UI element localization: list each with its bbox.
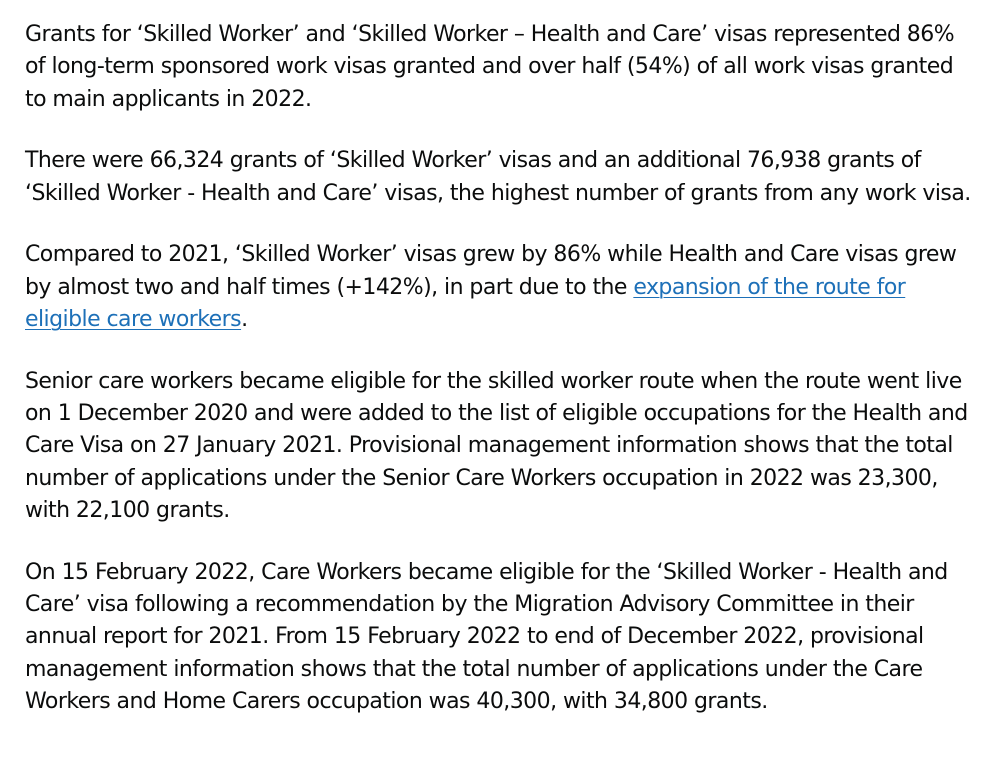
care-worker-expansion-link[interactable]: expansion of the route for eligible care workers [25, 274, 906, 333]
paragraph-work-visa-share: Grants for ‘Skilled Worker’ and ‘Skilled Worker – Health and Care’ visas represented 86% of long-term sponsored work visas granted and over half (54%) of all work visas granted to main applicants in 2022. [25, 22, 955, 112]
paragraph-care-workers: On 15 February 2022, Care Workers became eligible for the ‘Skilled Worker - Health and Care’ visa following a recommendation by the Migration Advisory Committee in their annual report for 2021. From 15 February 2022 to end of December 2022, provisional management information shows that the total number of applications under the Care Workers and Home Carers occupation was 40,300, with 34,800 grants. [25, 559, 948, 715]
paragraph-visa-growth-text: Compared to 2021, ‘Skilled Worker’ visas grew by 86% while Health and Care visas grew by almost two and half times (+142%), in part due to the [25, 242, 957, 300]
paragraph-skilled-worker-grants: There were 66,324 grants of ‘Skilled Worker’ visas and an additional 76,938 grants of ‘Skilled Worker - Health and Care’ visas, the highest number of grants from any work visa. [25, 148, 971, 206]
paragraph-visa-growth-period: . [241, 307, 248, 333]
paragraph-senior-care-workers: Senior care workers became eligible for the skilled worker route when the route went live on 1 December 2020 and were added to the list of eligible occupations for the Health and Care Visa on 27 January 2021. Provisional management information shows that the total number of applications under the Senior Care Workers occupation in 2022 was 23,300, with 22,100 grants. [25, 368, 968, 524]
paragraph-visa-growth [25, 239, 978, 336]
